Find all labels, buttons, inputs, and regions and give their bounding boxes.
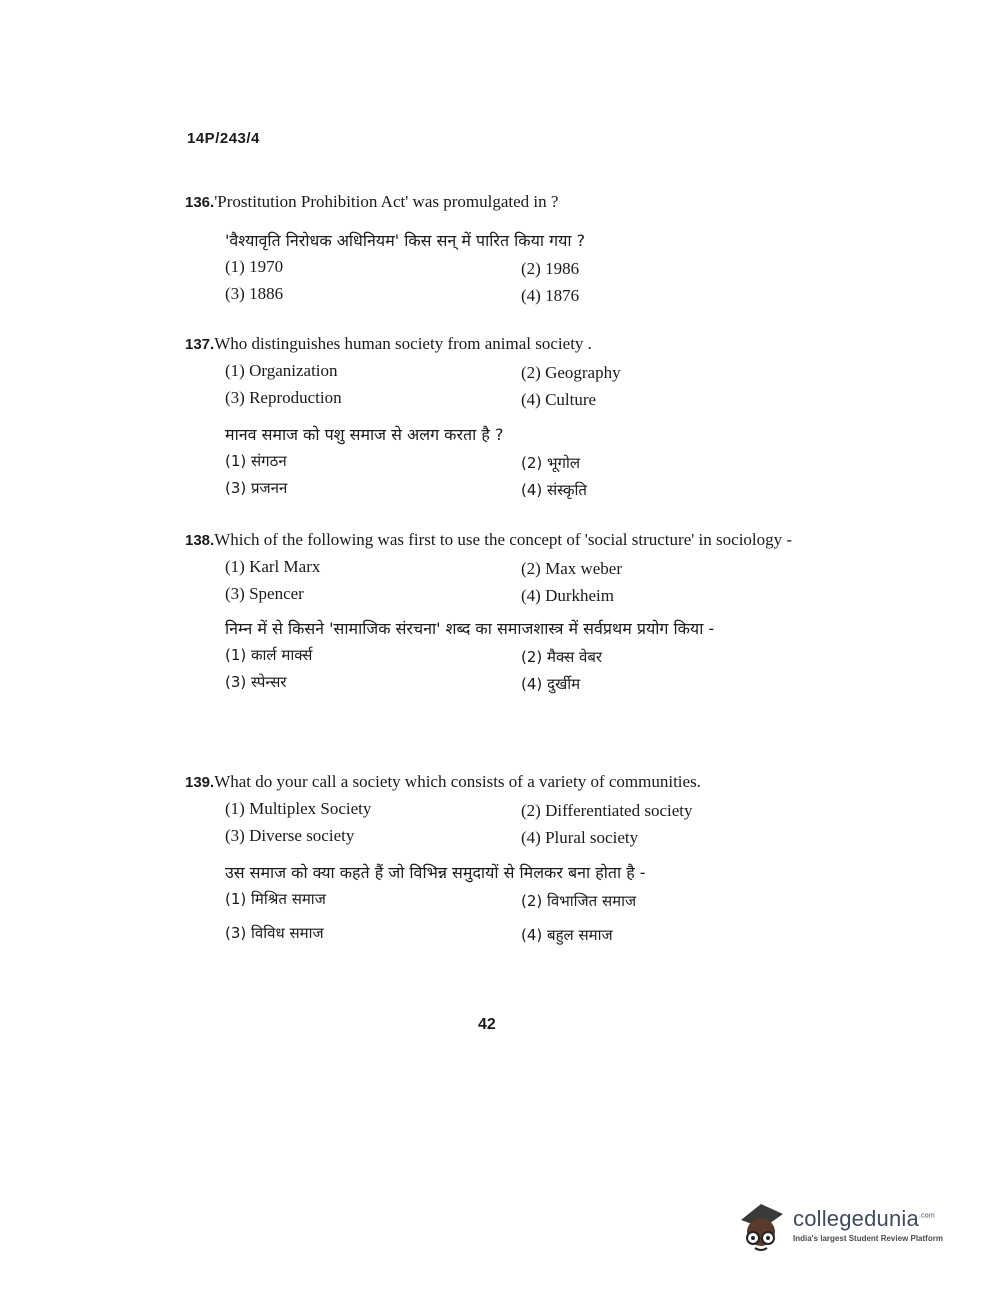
question-text: Which of the following was first to use the concept of 'social structure' in sociology - <box>214 530 793 549</box>
question-137 <box>185 332 815 503</box>
option-2: (2) Differentiated society <box>521 801 693 820</box>
option-1: (1) Multiplex Society <box>225 799 372 818</box>
question-139-options <box>225 795 815 851</box>
option-2: (2) Geography <box>521 363 621 382</box>
question-136-options <box>225 253 815 309</box>
hindi-option-1: (1) मिश्रित समाज <box>225 890 326 908</box>
question-138 <box>185 528 815 697</box>
hindi-option-4: (4) संस्कृति <box>521 481 587 499</box>
option-3: (3) Spencer <box>225 584 304 603</box>
question-number: 138. <box>185 532 215 549</box>
question-139-hindi: उस समाज को क्या कहते हैं जो विभिन्न समुदायों से मिलकर बना होता है - <box>225 863 646 882</box>
option-4: (4) Culture <box>521 390 597 409</box>
mascot-icon <box>735 1198 789 1258</box>
paper-code: 14P/243/4 <box>187 130 260 147</box>
hindi-option-3: (3) विविध समाज <box>225 924 324 942</box>
option-3: (3) Reproduction <box>225 388 342 407</box>
option-3: (3) Diverse society <box>225 826 355 845</box>
option-1: (1) Karl Marx <box>225 557 321 576</box>
question-136 <box>185 190 815 309</box>
hindi-option-2: (2) भूगोल <box>521 454 581 472</box>
question-138-hindi-options <box>225 641 815 697</box>
question-137-hindi-options <box>225 447 815 503</box>
question-137-hindi: मानव समाज को पशु समाज से अलग करता है ? <box>225 425 504 444</box>
question-137-options <box>225 357 815 413</box>
question-139 <box>185 770 815 955</box>
hindi-option-2: (2) मैक्स वेबर <box>521 648 603 666</box>
collegedunia-logo <box>735 1198 965 1258</box>
option-4: (4) Durkheim <box>521 586 615 605</box>
question-number: 137. <box>185 336 215 353</box>
hindi-option-1: (1) कार्ल मार्क्स <box>225 646 313 664</box>
question-139-hindi-options <box>225 885 815 955</box>
question-text: 'Prostitution Prohibition Act' was promulgated in ? <box>214 192 559 211</box>
logo-wordmark: collegedunia$^{.com}$ <box>793 1206 935 1231</box>
option-1: (1) 1970 <box>225 257 284 276</box>
question-138-english <box>185 528 815 553</box>
logo-tagline: India's largest Student Review Platform <box>793 1234 943 1243</box>
question-138-hindi: निम्न में से किसने 'सामाजिक संरचना' शब्द का समाजशास्त्र में सर्वप्रथम प्रयोग किया - <box>225 619 715 638</box>
hindi-option-3: (3) प्रजनन <box>225 479 288 497</box>
option-2: (2) 1986 <box>521 259 580 278</box>
hindi-option-2: (2) विभाजित समाज <box>521 892 637 910</box>
question-136-english <box>185 190 815 215</box>
question-number: 139. <box>185 774 215 791</box>
question-number: 136. <box>185 194 215 211</box>
option-4: (4) 1876 <box>521 286 580 305</box>
option-2: (2) Max weber <box>521 559 623 578</box>
option-3: (3) 1886 <box>225 284 284 303</box>
hindi-option-4: (4) दुर्खीम <box>521 675 581 693</box>
question-text: What do your call a society which consists of a variety of communities. <box>214 772 701 791</box>
question-text: Who distinguishes human society from animal society . <box>214 334 592 353</box>
hindi-option-1: (1) संगठन <box>225 452 287 470</box>
option-1: (1) Organization <box>225 361 338 380</box>
question-137-english <box>185 332 815 357</box>
question-139-english <box>185 770 815 795</box>
question-136-hindi: 'वैश्यावृति निरोधक अधिनियम' किस सन् में पारित किया गया ? <box>225 231 586 250</box>
page-number: 42 <box>478 1016 496 1033</box>
question-138-options <box>225 553 815 609</box>
option-4: (4) Plural society <box>521 828 639 847</box>
hindi-option-3: (3) स्पेन्सर <box>225 673 287 691</box>
hindi-option-4: (4) बहुल समाज <box>521 926 613 944</box>
